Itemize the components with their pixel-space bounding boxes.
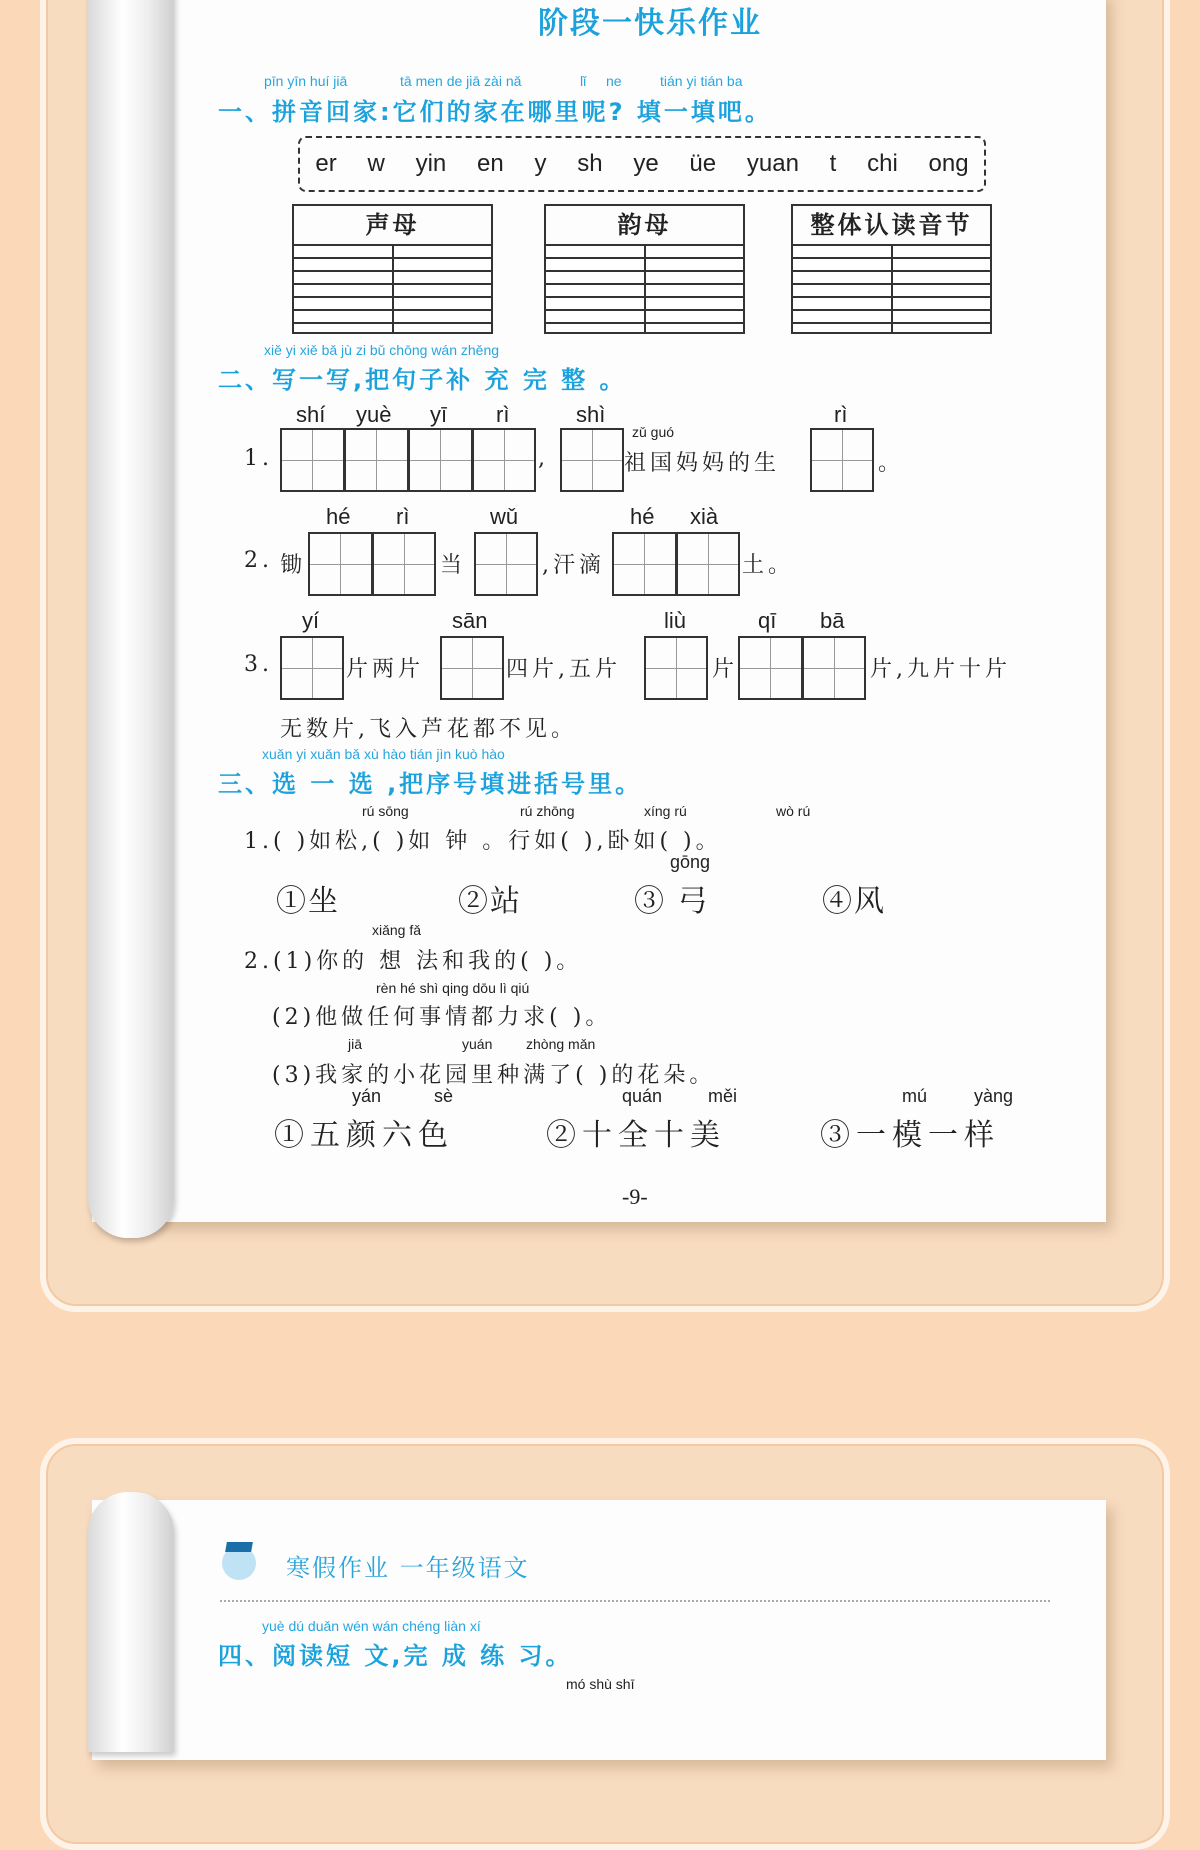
letter: y (534, 150, 547, 177)
sentence-text: 片 (712, 657, 739, 682)
pinyin: rì (496, 402, 510, 427)
pinyin: yuè (356, 402, 392, 427)
sentence-text: 无数片,飞入芦花都不见。 (280, 717, 577, 742)
writing-cell[interactable] (474, 532, 538, 596)
letter: t (829, 150, 837, 177)
option[interactable]: ③一模一样 (820, 1118, 1000, 1153)
pinyin: yuán (462, 1036, 493, 1052)
pinyin: mó shù shī (566, 1676, 635, 1692)
letter: w (367, 150, 385, 177)
pinyin: rú sōng (362, 803, 409, 819)
pinyin: yàng (974, 1086, 1014, 1106)
pinyin: tián yi tián ba (660, 73, 743, 89)
pinyin: sè (434, 1086, 454, 1106)
student-avatar-icon (222, 1546, 256, 1580)
writing-grid[interactable] (308, 532, 436, 596)
sentence-text: 片两片 (346, 657, 425, 682)
writing-cell[interactable] (644, 636, 708, 700)
writing-cell[interactable] (440, 636, 504, 700)
letter: sh (577, 150, 603, 177)
pinyin: liù (664, 608, 687, 633)
pinyin: jiā (348, 1036, 363, 1052)
pinyin: wǔ (490, 504, 519, 529)
pinyin: xiǎng fǎ (372, 922, 422, 938)
pinyin: rì (396, 504, 410, 529)
letter: en (477, 150, 504, 177)
pinyin: rèn hé shì qing dōu lì qiú (376, 980, 530, 996)
answer-column[interactable] (891, 246, 991, 332)
pinyin: shí (296, 402, 326, 427)
pinyin: wò rú (776, 803, 811, 819)
sentence-text: 祖国妈妈的生 (624, 451, 781, 476)
pinyin: yán (352, 1086, 382, 1106)
pinyin: tā men de jiā zài nǎ (400, 73, 522, 89)
writing-grid[interactable] (280, 428, 536, 492)
table-header: 声母 (294, 206, 491, 246)
workbook-page-10 (92, 1500, 1106, 1760)
question-number: 3. (244, 652, 273, 677)
sentence-text: 锄 (280, 553, 307, 578)
pinyin: shì (576, 402, 606, 427)
pinyin: xià (690, 504, 719, 529)
letter: ye (633, 150, 659, 177)
pinyin: xiě yi xiě bǎ jù zi bǔ chōng wán zhěng (264, 342, 500, 358)
pinyin: rì (834, 402, 848, 427)
section-3-heading: 三、选 一 选 ,把序号填进括号里。 (218, 770, 643, 798)
letter: üe (689, 150, 717, 177)
answer-column[interactable] (294, 246, 392, 332)
table-header: 韵母 (546, 206, 743, 246)
divider (220, 1600, 1050, 1602)
answer-column[interactable] (392, 246, 492, 332)
pinyin: qī (758, 608, 777, 633)
answer-column[interactable] (793, 246, 891, 332)
sentence-text: 片,九片十片 (870, 657, 1011, 682)
writing-cell[interactable] (560, 428, 624, 492)
section-2-heading: 二、写一写,把句子补 充 完 整 。 (218, 366, 627, 394)
letter: yin (415, 150, 447, 177)
writing-grid[interactable] (738, 636, 866, 700)
pinyin: yī (430, 402, 448, 427)
answer-column[interactable] (546, 246, 644, 332)
pinyin: xuǎn yi xuǎn bǎ xù hào tián jìn kuò hào (262, 746, 505, 762)
option[interactable]: ①坐 (276, 884, 340, 919)
pinyin: měi (708, 1086, 738, 1106)
pinyin: quán (622, 1086, 663, 1106)
table-finals (544, 204, 745, 334)
option[interactable]: ①五颜六色 (274, 1118, 454, 1153)
page-title: 阶段一快乐作业 (538, 6, 762, 41)
section-4-heading: 四、阅读短 文,完 成 练 习。 (218, 1642, 573, 1670)
pinyin: zǔ guó (632, 424, 675, 440)
page-curl (88, 0, 174, 1238)
pinyin: rú zhōng (520, 803, 575, 819)
question-number: 1. (244, 446, 273, 471)
letter: chi (867, 150, 898, 177)
writing-cell[interactable] (810, 428, 874, 492)
question-line: (2)他做任何事情都力求( )。 (272, 1005, 612, 1030)
table-whole-syllables (791, 204, 992, 334)
page-curl (88, 1492, 174, 1752)
table-header: 整体认读音节 (793, 206, 990, 246)
page-number: -9- (622, 1184, 648, 1209)
answer-column[interactable] (644, 246, 744, 332)
pinyin: yí (302, 608, 320, 633)
writing-grid[interactable] (612, 532, 740, 596)
option[interactable]: ④风 (822, 884, 886, 919)
punctuation: , (538, 446, 549, 471)
question-number: 2. (244, 548, 273, 573)
sentence-text: ,汗滴 (542, 553, 605, 578)
pinyin: hé (326, 504, 351, 529)
page-header: 寒假作业 一年级语文 (286, 1554, 530, 1582)
pinyin: ne (606, 73, 622, 89)
section-1-heading: 一、拼音回家:它们的家在哪里呢? 填一填吧。 (218, 98, 772, 126)
pinyin: pīn yīn huí jiā (264, 73, 348, 89)
question-line: (3)我家的小花园里种满了( )的花朵。 (272, 1063, 716, 1088)
pinyin: lǐ (580, 73, 587, 89)
option[interactable]: ②十全十美 (546, 1118, 726, 1153)
pinyin: yuè dú duǎn wén wán chéng liàn xí (262, 1618, 481, 1634)
pinyin: xíng rú (644, 803, 687, 819)
pinyin: mú (902, 1086, 928, 1106)
writing-cell[interactable] (280, 636, 344, 700)
table-initials (292, 204, 493, 334)
letter: yuan (746, 150, 799, 177)
pinyin: bā (820, 608, 845, 633)
letter: er (315, 150, 337, 177)
option[interactable]: ②站 (458, 884, 522, 919)
question-line: 1.( )如松,( )如 钟 。行如( ),卧如( )。 (244, 829, 722, 854)
option[interactable]: ③ 弓 (634, 884, 710, 919)
letter-box (298, 136, 986, 192)
pinyin: hé (630, 504, 655, 529)
question-line: 2.(1)你的 想 法和我的( )。 (244, 949, 583, 974)
pinyin: zhòng mǎn (526, 1036, 596, 1052)
sentence-text: 四片,五片 (506, 657, 621, 682)
pinyin: gōng (670, 852, 711, 872)
letter: ong (928, 150, 969, 177)
punctuation: 。 (878, 451, 905, 476)
sentence-text: 土。 (742, 553, 795, 578)
sentence-text: 当 (440, 553, 467, 578)
pinyin: sān (452, 608, 488, 633)
